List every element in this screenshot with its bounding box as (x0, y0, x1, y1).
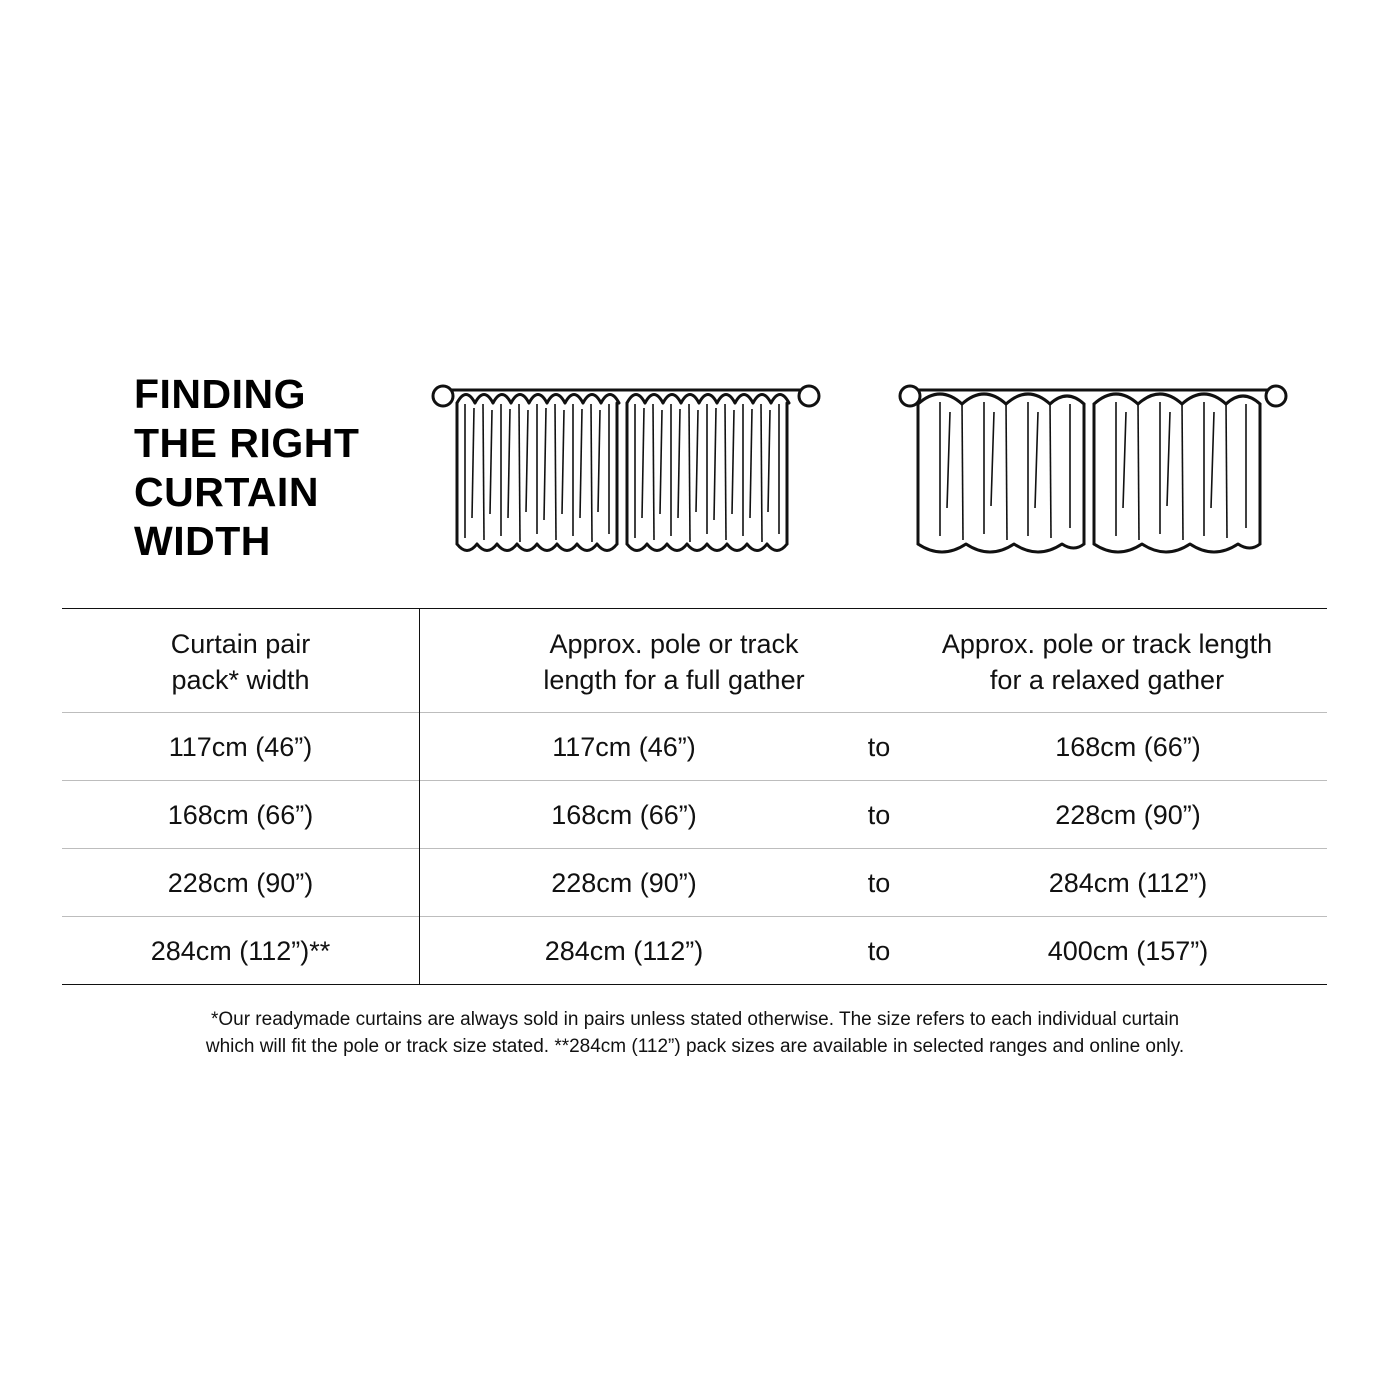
page-title (62, 360, 392, 566)
cell-full-gather: 228cm (90”) (551, 868, 697, 898)
table-rule-top (62, 608, 1327, 609)
title-line-3: CURTAIN (134, 469, 319, 515)
cell-relaxed-gather: 228cm (90”) (1055, 800, 1201, 830)
cell-connector: to (867, 800, 891, 830)
footnote (130, 1006, 1260, 1060)
column-header-pack-width: Curtain pair pack* width (170, 629, 311, 695)
cell-connector: to (867, 936, 891, 966)
title-line-4: WIDTH (134, 518, 271, 564)
table-rule-header (62, 712, 1327, 713)
cell-full-gather: 117cm (46”) (552, 732, 696, 762)
table-rule-row-3 (62, 916, 1327, 917)
footnote-line-1: *Our readymade curtains are always sold in pairs unless stated otherwise. The size refers to each individual curtain (210, 1009, 1180, 1030)
header-area (62, 360, 1327, 605)
full-gather-curtain-illustration (431, 368, 821, 583)
curtain-illustrations (392, 360, 1327, 583)
table-rule-row-2 (62, 848, 1327, 849)
column-header-full-gather: Approx. pole or track length for a full gather (543, 629, 805, 695)
cell-relaxed-gather: 168cm (66”) (1055, 732, 1201, 762)
cell-pack-width: 284cm (112”)** (150, 936, 331, 966)
table-rule-row-1 (62, 780, 1327, 781)
table-row (62, 865, 419, 901)
cell-full-gather: 168cm (66”) (551, 800, 697, 830)
table-row (62, 797, 419, 833)
cell-connector: to (867, 732, 891, 762)
table-row (62, 729, 419, 765)
cell-pack-width: 228cm (90”) (167, 868, 314, 898)
cell-pack-width: 168cm (66”) (167, 800, 314, 830)
title-line-1: FINDING (134, 371, 307, 417)
table-row (62, 933, 419, 969)
cell-relaxed-gather: 284cm (112”) (1048, 868, 1208, 898)
cell-connector: to (867, 868, 891, 898)
cell-relaxed-gather: 400cm (157”) (1047, 936, 1209, 966)
relaxed-gather-curtain-illustration (898, 368, 1288, 583)
cell-pack-width: 117cm (46”) (168, 732, 313, 762)
column-header-relaxed-gather: Approx. pole or track length for a relaxed gather (941, 629, 1273, 695)
cell-full-gather: 284cm (112”) (544, 936, 704, 966)
table-rule-bottom (62, 984, 1327, 985)
title-line-2: THE RIGHT (134, 420, 360, 466)
footnote-line-2: which will fit the pole or track size stated. **284cm (112”) pack sizes are available in selected ranges and online only. (205, 1036, 1185, 1057)
